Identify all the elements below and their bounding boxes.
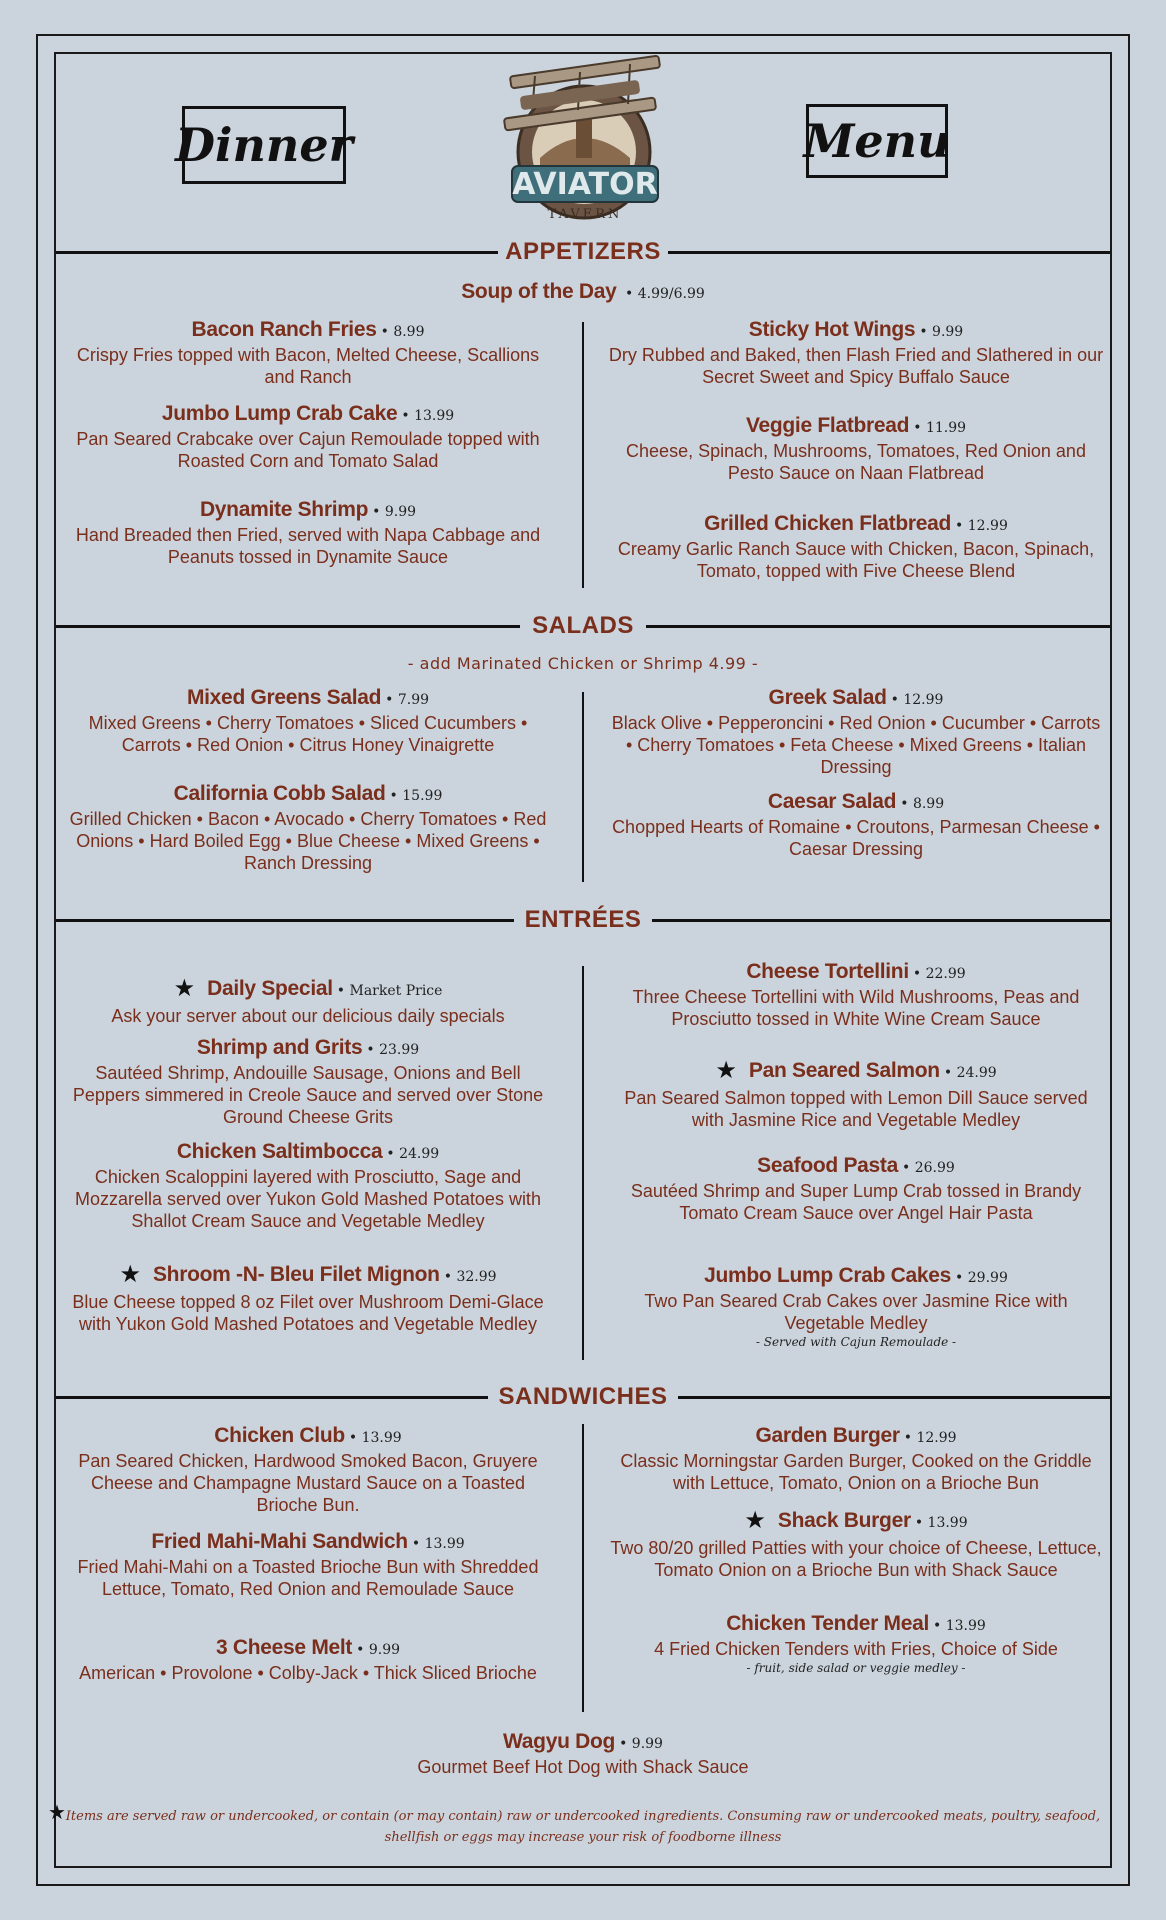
menu-item xyxy=(60,782,556,874)
item-description: Crispy Fries topped with Bacon, Melted Cheese, Scallions and Ranch xyxy=(76,345,540,387)
item-name: Grilled Chicken Flatbread xyxy=(704,512,952,535)
item-price: • 8.99 xyxy=(900,796,945,812)
item-description: Classic Morningstar Garden Burger, Cooked on the Griddle with Lettuce, Tomato, Onion on a Brioche Bun xyxy=(620,1451,1092,1493)
item-name: Cheese Tortellini xyxy=(746,960,909,983)
menu-item xyxy=(60,1424,556,1516)
logo-subtext: TAVERN xyxy=(547,207,623,222)
menu-item xyxy=(608,1424,1104,1494)
item-description: Grilled Chicken • Bacon • Avocado • Cherry Tomatoes • Red Onions • Hard Boiled Egg • Blue Cheese • Mixed Greens • Ranch Dressing xyxy=(69,809,547,873)
item-description: Two 80/20 grilled Patties with your choice of Cheese, Lettuce, Tomato Onion on a Brioche Bun with Shack Sauce xyxy=(610,1538,1102,1580)
item-price: • 12.99 xyxy=(955,518,1008,534)
item-price: • 32.99 xyxy=(443,1269,497,1285)
entrees-divider xyxy=(582,966,584,1360)
menu-item xyxy=(60,974,556,1027)
menu-item xyxy=(60,318,556,388)
item-price: • 22.99 xyxy=(912,966,966,982)
menu-item xyxy=(60,1636,556,1684)
item-description: Chicken Scaloppini layered with Prosciutto, Sage and Mozzarella served over Yukon Gold Mashed Potatoes with Shallot Cream Sauce and Vegetable Medley xyxy=(75,1167,541,1231)
item-name: Fried Mahi-Mahi Sandwich xyxy=(151,1530,408,1553)
star-icon: ★ xyxy=(119,1261,141,1288)
item-description: Three Cheese Tortellini with Wild Mushrooms, Peas and Prosciutto tossed in White Wine Cream Sauce xyxy=(632,987,1080,1029)
menu-item xyxy=(608,960,1104,1030)
salads-title: SALADS xyxy=(532,612,634,639)
menu-item-wagyu-dog xyxy=(296,1730,870,1778)
item-price: • 9.99 xyxy=(619,1736,663,1752)
item-price: • 9.99 xyxy=(356,1642,401,1658)
menu-item xyxy=(60,1140,556,1232)
appetizers-header xyxy=(56,232,1110,272)
item-price: • 4.99/6.99 xyxy=(625,286,705,302)
item-name: Chicken Club xyxy=(214,1424,345,1447)
item-price: • 13.99 xyxy=(411,1536,465,1552)
item-price: • 24.99 xyxy=(386,1146,440,1162)
item-description: Cheese, Spinach, Mushrooms, Tomatoes, Red Onion and Pesto Sauce on Naan Flatbread xyxy=(626,441,1086,483)
menu-item xyxy=(608,790,1104,860)
star-icon: ★ xyxy=(715,1057,737,1084)
salads-header xyxy=(56,606,1110,646)
entrees-header xyxy=(56,900,1110,940)
sandwiches-divider xyxy=(582,1424,584,1712)
item-price: • 15.99 xyxy=(389,788,443,804)
soup-of-the-day xyxy=(296,280,870,304)
dinner-title: Dinner xyxy=(175,118,353,172)
item-price: • 9.99 xyxy=(372,504,417,520)
item-description: Creamy Garlic Ranch Sauce with Chicken, Bacon, Spinach, Tomato, topped with Five Cheese Blend xyxy=(617,539,1095,581)
entrees-title: ENTRÉES xyxy=(524,906,642,933)
item-description: Blue Cheese topped 8 oz Filet over Mushroom Demi-Glace with Yukon Gold Mashed Potatoes and Vegetable Medley xyxy=(72,1292,544,1334)
item-name: Shrimp and Grits xyxy=(196,1036,363,1059)
item-description: Dry Rubbed and Baked, then Flash Fried and Slathered in our Secret Sweet and Spicy Buffalo Sauce xyxy=(608,345,1104,387)
item-name: 3 Cheese Melt xyxy=(215,1636,353,1659)
item-price: • 12.99 xyxy=(890,692,944,708)
sandwiches-title: SANDWICHES xyxy=(498,1383,668,1410)
item-description: Hand Breaded then Fried, served with Napa Cabbage and Peanuts tossed in Dynamite Sauce xyxy=(75,525,541,567)
item-price: • 12.99 xyxy=(903,1430,957,1446)
raw-food-disclaimer xyxy=(48,1800,1118,1848)
star-icon: ★ xyxy=(173,975,196,1002)
item-name: Chicken Saltimbocca xyxy=(176,1140,383,1163)
item-name: Veggie Flatbread xyxy=(745,414,910,437)
menu-item xyxy=(608,512,1104,582)
menu-item xyxy=(60,686,556,756)
item-name: Garden Burger xyxy=(755,1424,900,1447)
item-name: California Cobb Salad xyxy=(173,782,386,805)
menu-item xyxy=(60,1036,556,1128)
item-description: Sautéed Shrimp, Andouille Sausage, Onions and Bell Peppers simmered in Creole Sauce and served over Stone Ground Cheese Grits xyxy=(72,1063,544,1127)
logo-text: AVIATOR xyxy=(512,167,658,202)
item-price: • 23.99 xyxy=(366,1042,420,1058)
item-note: - Served with Cajun Remoulade - xyxy=(755,1335,957,1349)
item-price: • 8.99 xyxy=(380,324,425,340)
menu-item xyxy=(608,1506,1104,1581)
appetizers-divider xyxy=(582,322,584,588)
item-price: • 13.99 xyxy=(933,1618,986,1634)
item-price: • 26.99 xyxy=(902,1160,955,1176)
menu-item xyxy=(60,1530,556,1600)
item-description: American • Provolone • Colby-Jack • Thick Sliced Brioche xyxy=(79,1663,537,1683)
item-description: Two Pan Seared Crab Cakes over Jasmine Rice with Vegetable Medley xyxy=(644,1291,1068,1333)
item-description: Sautéed Shrimp and Super Lump Crab tossed in Brandy Tomato Cream Sauce over Angel Hair Pasta xyxy=(630,1181,1082,1223)
item-name: Sticky Hot Wings xyxy=(748,318,916,341)
item-name: Shroom -N- Bleu Filet Mignon xyxy=(152,1263,440,1286)
item-price: • 9.99 xyxy=(919,324,964,340)
item-description: Mixed Greens • Cherry Tomatoes • Sliced Cucumbers • Carrots • Red Onion • Citrus Honey Vinaigrette xyxy=(88,713,528,755)
item-description: Gourmet Beef Hot Dog with Shack Sauce xyxy=(417,1757,749,1777)
item-name: Jumbo Lump Crab Cakes xyxy=(704,1264,952,1287)
item-price: • 11.99 xyxy=(913,420,967,436)
sandwiches-header xyxy=(56,1377,1110,1417)
aviator-tavern-logo xyxy=(490,48,676,224)
menu-item xyxy=(60,1260,556,1335)
item-name: Soup of the Day xyxy=(461,280,617,303)
star-icon: ★ xyxy=(48,1800,66,1824)
item-name: Pan Seared Salmon xyxy=(748,1059,940,1082)
menu-item xyxy=(608,1612,1104,1675)
salads-divider xyxy=(582,692,584,882)
disclaimer-text: Items are served raw or undercooked, or contain (or may contain) raw or undercooked ingredients. Consuming raw or undercooked meats, poultry, seafood, shellfish or eggs may increase your risk of foodborne illness xyxy=(65,1809,1101,1845)
item-name: Shack Burger xyxy=(777,1509,911,1532)
item-description: Ask your server about our delicious daily specials xyxy=(111,1006,505,1026)
item-note: - fruit, side salad or veggie medley - xyxy=(746,1661,966,1675)
item-description: Pan Seared Salmon topped with Lemon Dill Sauce served with Jasmine Rice and Vegetable Medley xyxy=(624,1088,1088,1130)
menu-item xyxy=(60,402,556,472)
menu-item xyxy=(60,498,556,568)
item-description: 4 Fried Chicken Tenders with Fries, Choice of Side xyxy=(654,1639,1058,1659)
star-icon: ★ xyxy=(744,1507,766,1534)
item-name: Bacon Ranch Fries xyxy=(191,318,377,341)
item-name: Dynamite Shrimp xyxy=(199,498,369,521)
item-name: Seafood Pasta xyxy=(757,1154,898,1177)
item-name: Caesar Salad xyxy=(767,790,897,813)
item-price: • 24.99 xyxy=(943,1065,997,1081)
item-price: • 13.99 xyxy=(914,1515,968,1531)
item-name: Chicken Tender Meal xyxy=(726,1612,929,1635)
menu-title: Menu xyxy=(803,114,951,168)
item-name: Wagyu Dog xyxy=(503,1730,616,1753)
menu-item xyxy=(608,1056,1104,1131)
item-description: Black Olive • Pepperoncini • Red Onion • Cucumber • Carrots • Cherry Tomatoes • Feta Cheese • Mixed Greens • Italian Dressing xyxy=(611,713,1101,777)
item-price: • 29.99 xyxy=(955,1270,1008,1286)
item-price: • 13.99 xyxy=(348,1430,402,1446)
menu-item xyxy=(608,1264,1104,1349)
item-description: Pan Seared Crabcake over Cajun Remoulade topped with Roasted Corn and Tomato Salad xyxy=(76,429,540,471)
item-name: Greek Salad xyxy=(768,686,887,709)
menu-item xyxy=(608,414,1104,484)
appetizers-title: APPETIZERS xyxy=(505,238,661,265)
salad-addon-note: - add Marinated Chicken or Shrimp 4.99 - xyxy=(407,654,759,673)
menu-title-box xyxy=(803,104,951,178)
menu-item xyxy=(608,686,1104,778)
item-description: Chopped Hearts of Romaine • Croutons, Parmesan Cheese • Caesar Dressing xyxy=(612,817,1100,859)
item-name: Jumbo Lump Crab Cake xyxy=(161,402,398,425)
item-name: Daily Special xyxy=(207,977,333,1000)
item-price: • 7.99 xyxy=(385,692,430,708)
item-price: • 13.99 xyxy=(401,408,455,424)
item-name: Mixed Greens Salad xyxy=(186,686,382,709)
menu-item xyxy=(608,1154,1104,1224)
dinner-title-box xyxy=(175,106,353,184)
item-price: • Market Price xyxy=(336,983,443,999)
menu-item xyxy=(608,318,1104,388)
item-description: Pan Seared Chicken, Hardwood Smoked Bacon, Gruyere Cheese and Champagne Mustard Sauce on a Toasted Brioche Bun. xyxy=(78,1451,538,1515)
item-description: Fried Mahi-Mahi on a Toasted Brioche Bun with Shredded Lettuce, Tomato, Red Onion and Remoulade Sauce xyxy=(77,1557,539,1599)
